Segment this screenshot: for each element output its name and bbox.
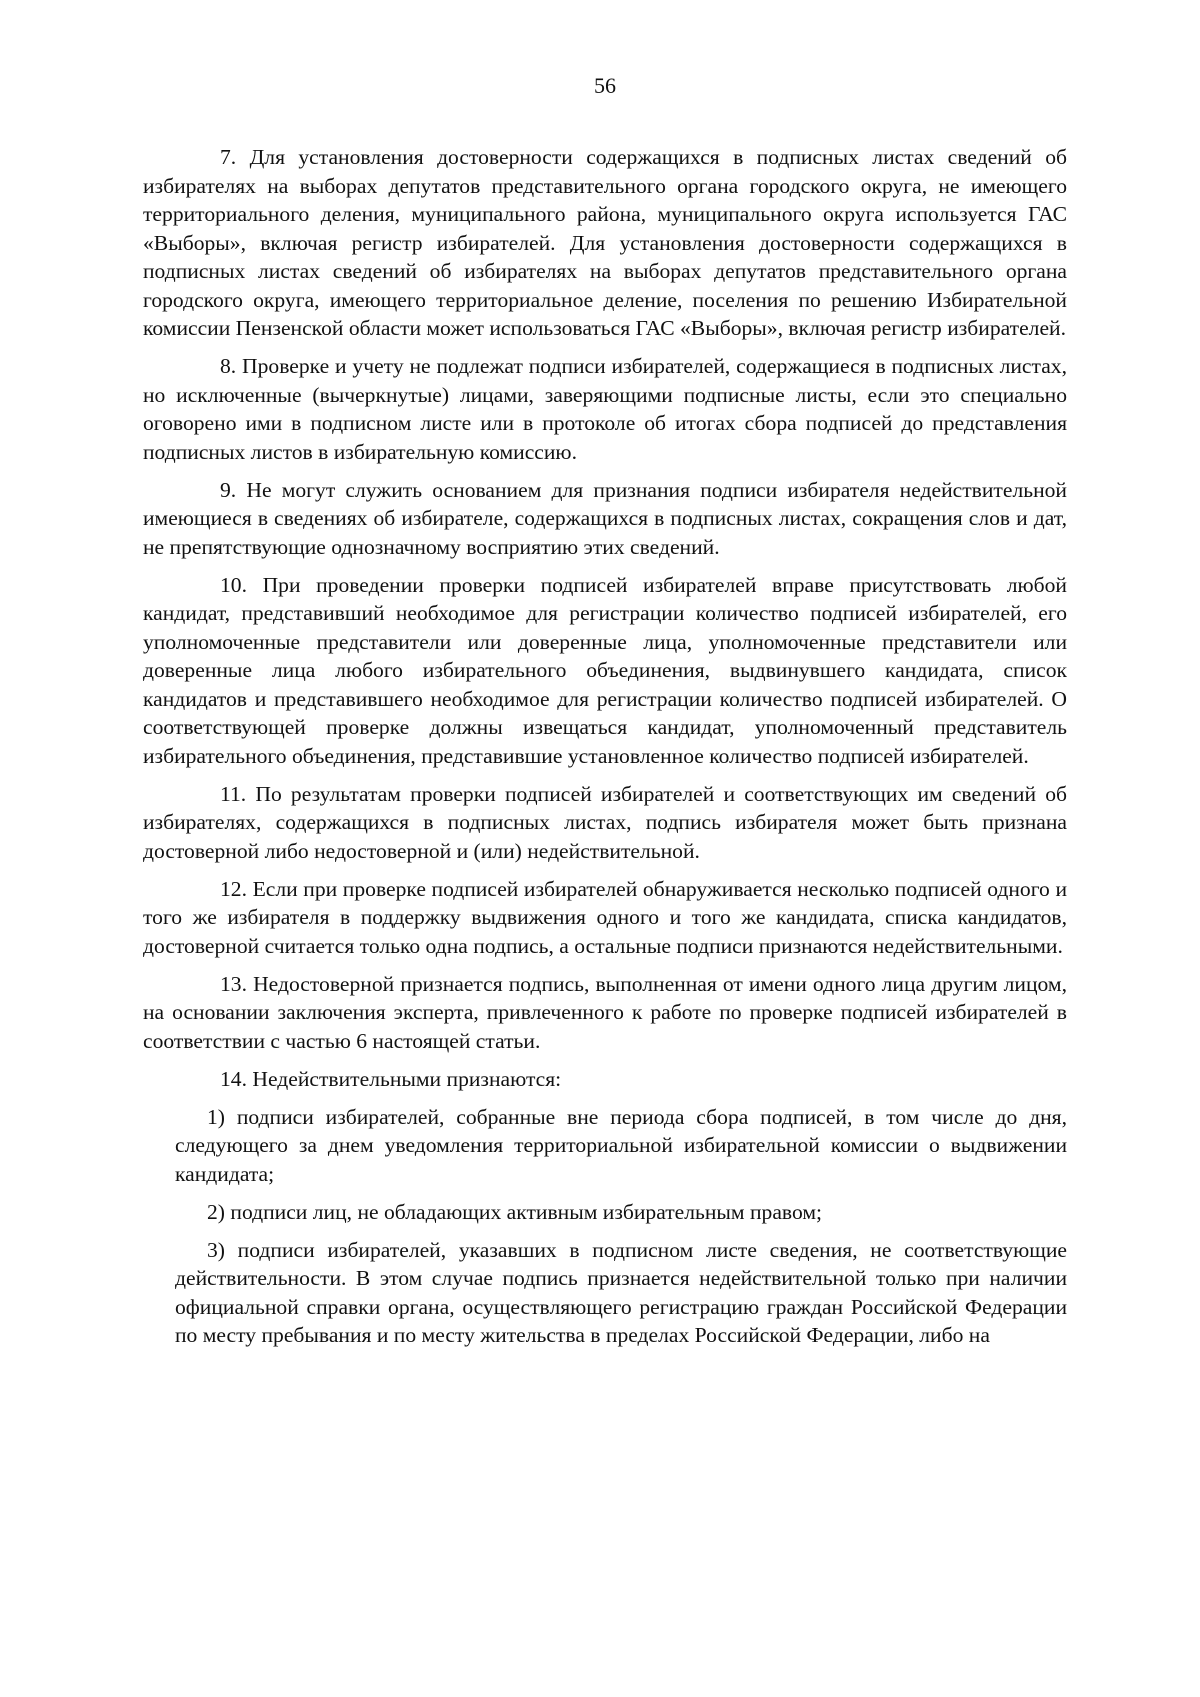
page-number: 56 bbox=[594, 73, 616, 98]
paragraph-12: 12. Если при проверке подписей избирателей обнаруживается несколько подписей одного и того же избирателя в поддержку выдвижения одного и того же кандидата, списка кандидатов, достоверной считается только одна подпись, а остальные подписи признаются недействительными. bbox=[143, 876, 1067, 958]
list-item-2: 2) подписи лиц, не обладающих активным избирательным правом; bbox=[207, 1199, 823, 1224]
paragraph-7: 7. Для установления достоверности содержащихся в подписных листах сведений об избирателях на выборах депутатов представительного органа городского округа, не имеющего территориального деления, муниципального района, муниципального округа используется ГАС «Выборы», включая регистр избирателей. Для установления достоверности содержащихся в подписных листах сведений об избирателях на выборах депутатов представительного органа городского округа, имеющего территориальное деление, поселения по решению Избирательной комиссии Пензенской области может использоваться ГАС «Выборы», включая регистр избирателей. bbox=[143, 145, 1067, 340]
paragraph-14-heading: 14. Недействительными признаются: bbox=[220, 1066, 562, 1091]
paragraph-9: 9. Не могут служить основанием для признания подписи избирателя недействительной имеющиеся в сведениях об избирателе, содержащихся в подписных листах, сокращения слов и дат, не препятствующие однозначному восприятию этих сведений. bbox=[143, 477, 1067, 559]
document-body bbox=[143, 143, 1067, 1350]
list-item-1: 1) подписи избирателей, собранные вне периода сбора подписей, в том числе до дня, следующего за днем уведомления территориальной избирательной комиссии о выдвижении кандидата; bbox=[175, 1104, 1067, 1186]
paragraph-11: 11. По результатам проверки подписей избирателей и соответствующих им сведений об избирателях, содержащихся в подписных листах, подпись избирателя может быть признана достоверной либо недостоверной и (или) недействительной. bbox=[143, 781, 1067, 863]
paragraph-13: 13. Недостоверной признается подпись, выполненная от имени одного лица другим лицом, на основании заключения эксперта, привлеченного к работе по проверке подписей избирателей в соответствии с частью 6 настоящей статьи. bbox=[143, 971, 1067, 1053]
paragraph-10: 10. При проведении проверки подписей избирателей вправе присутствовать любой кандидат, представивший необходимое для регистрации количество подписей избирателей, его уполномоченные представители или доверенные лица, уполномоченные представители или доверенные лица любого избирательного объединения, выдвинувшего кандидата, список кандидатов и представившего необходимое для регистрации количество подписей избирателей. О соответствующей проверке должны извещаться кандидат, уполномоченный представитель избирательного объединения, представившие установленное количество подписей избирателей. bbox=[143, 572, 1067, 768]
paragraph-8: 8. Проверке и учету не подлежат подписи избирателей, содержащиеся в подписных листах, но исключенные (вычеркнутые) лицами, заверяющими подписные листы, если это специально оговорено ими в подписном листе или в протоколе об итогах сбора подписей до представления подписных листов в избирательную комиссию. bbox=[143, 354, 1067, 464]
list-item-3: 3) подписи избирателей, указавших в подписном листе сведения, не соответствующие действительности. В этом случае подпись признается недействительной только при наличии официальной справки органа, осуществляющего регистрацию граждан Российской Федерации по месту пребывания и по месту жительства в пределах Российской Федерации, либо на bbox=[175, 1237, 1067, 1347]
